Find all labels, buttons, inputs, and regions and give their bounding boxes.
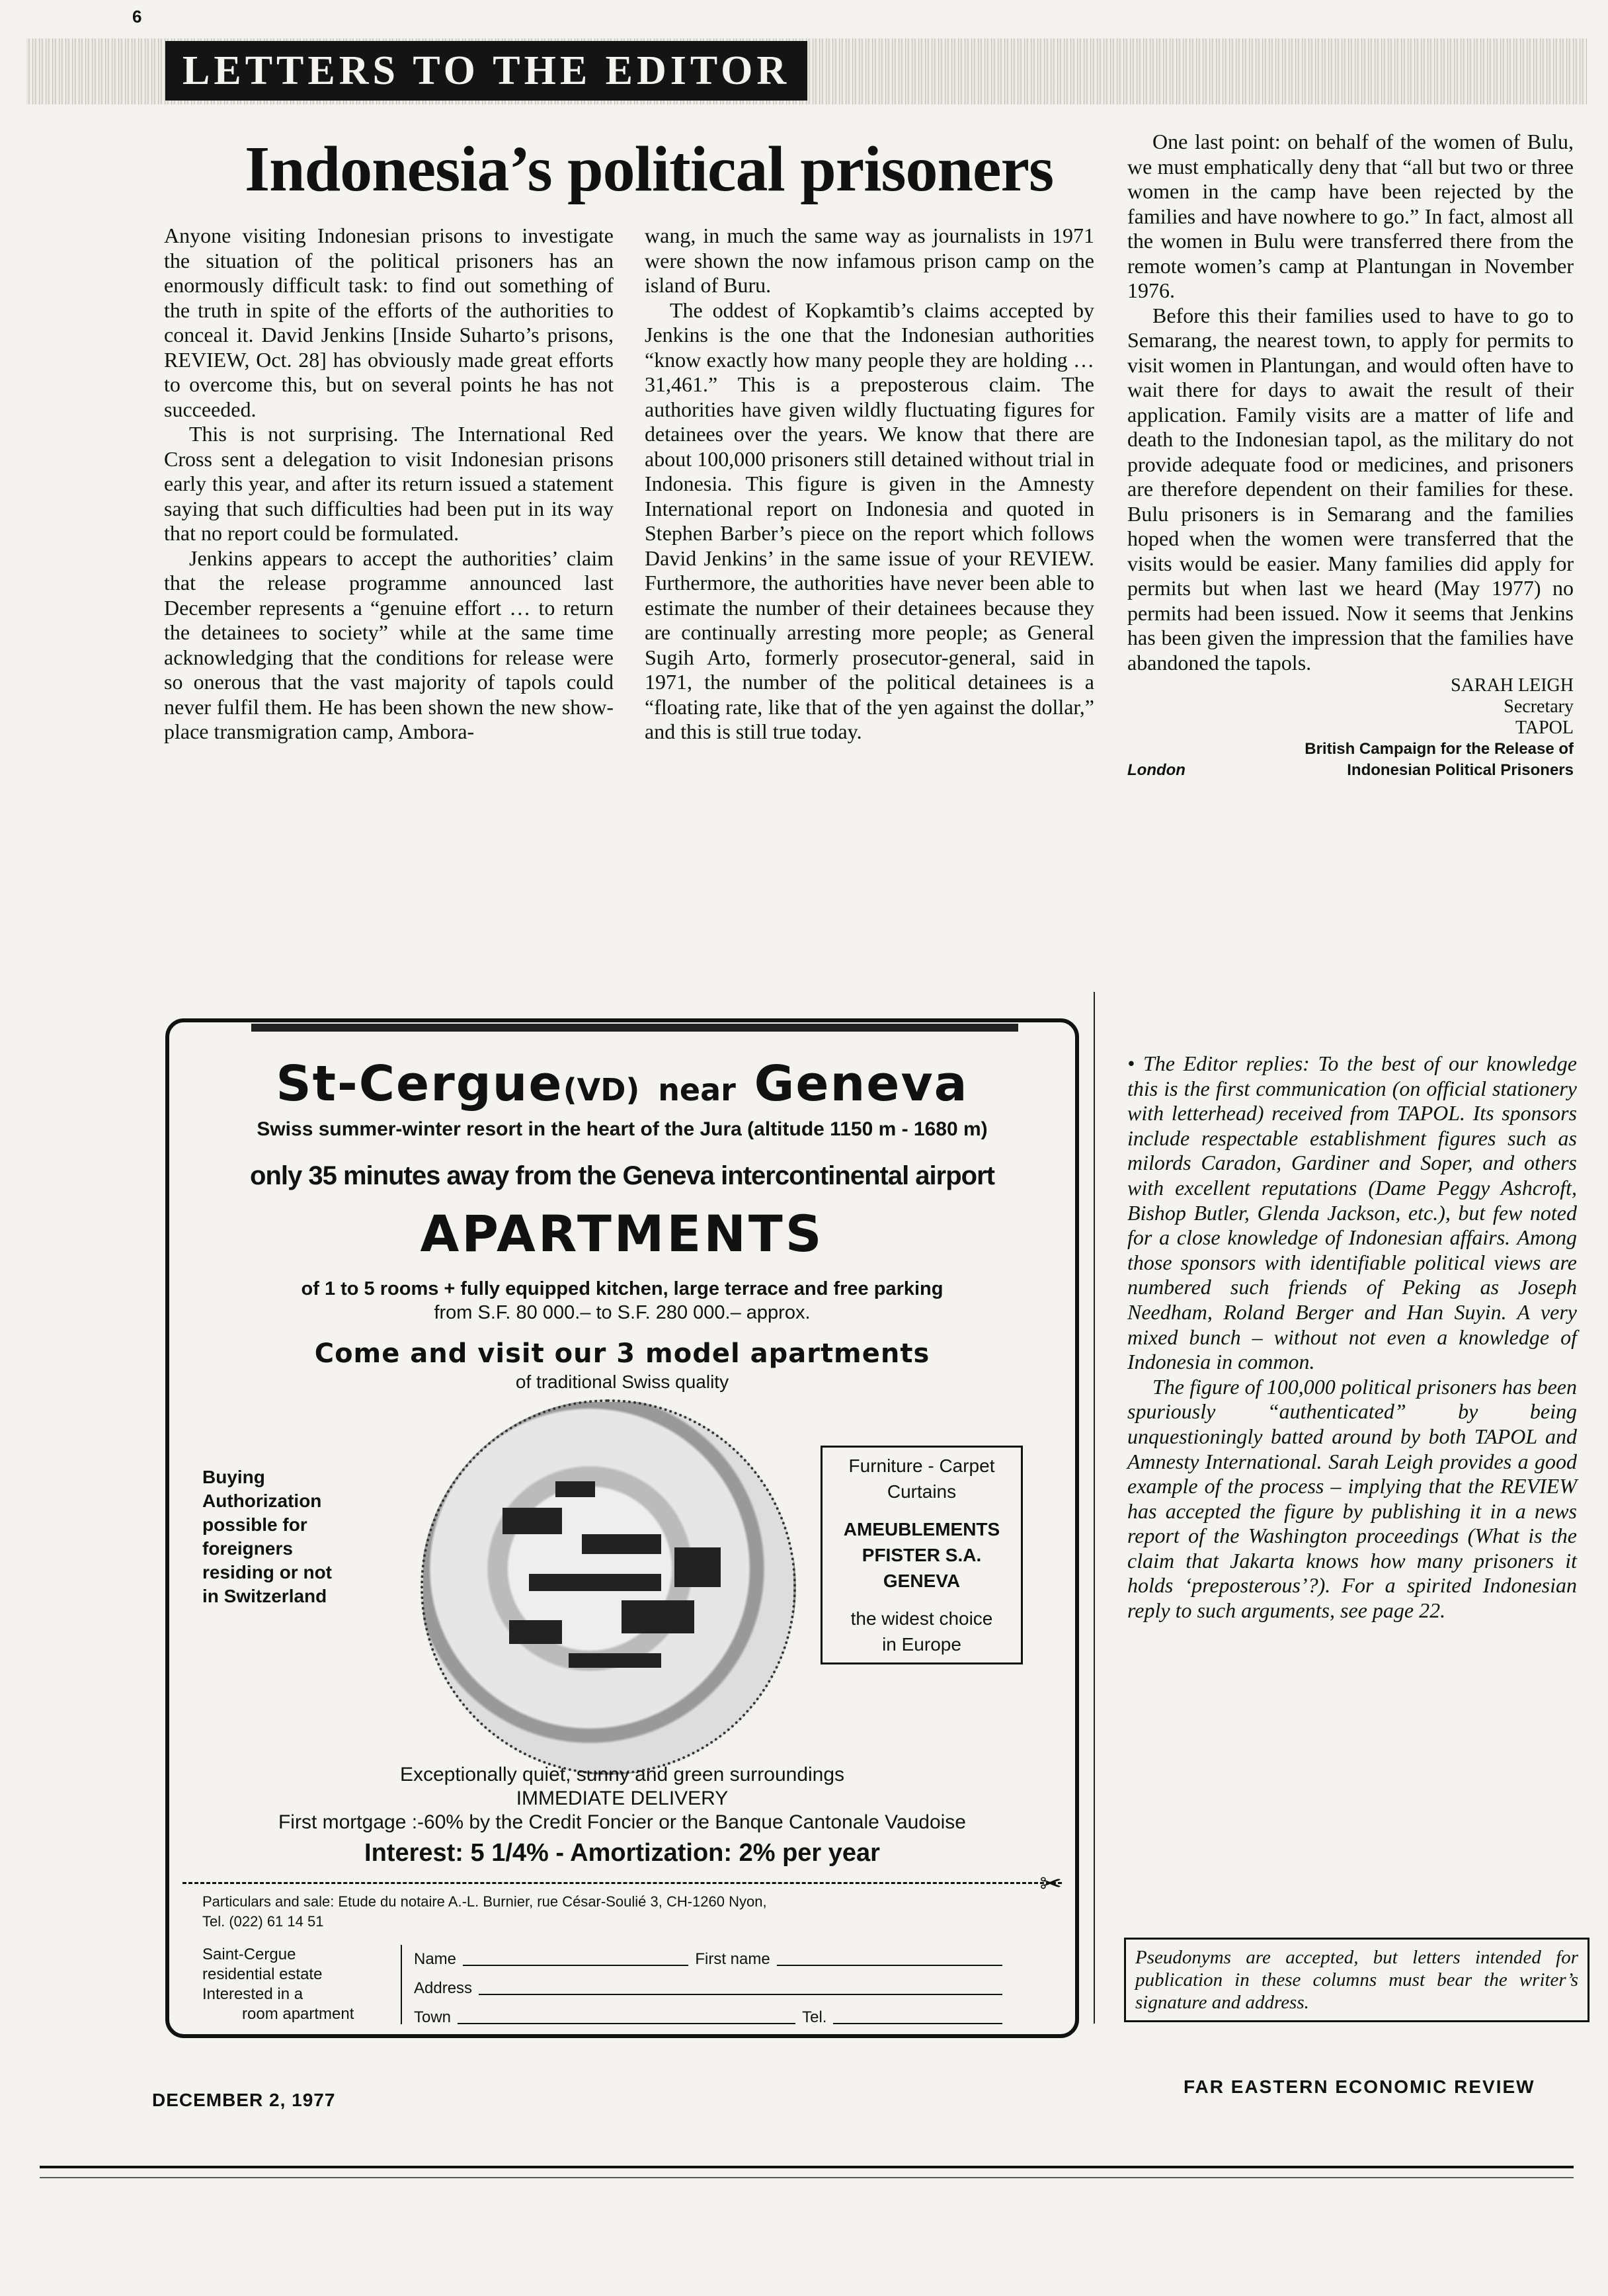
- name-field[interactable]: [463, 1945, 688, 1966]
- ad-buying-authorization: Buying Authorization possible for foreigners residing or not in Switzerland: [202, 1467, 332, 1606]
- footer-rule-thin: [40, 2177, 1574, 2178]
- ad-quality: of traditional Swiss quality: [515, 1372, 729, 1392]
- first-name-field-label: First name: [695, 1950, 770, 1968]
- town-field-label: Town: [414, 2008, 452, 2026]
- address-field-label: Address: [414, 1979, 473, 1997]
- ad-details: Exceptionally quiet, sunny and green surroundings IMMEDIATE DELIVERY First mortgage :-60% by the Credit Foncier or the Banque Cantonale Vaudoise: [278, 1764, 966, 1833]
- paragraph: wang, in much the same way as journalists in 1971 were shown the now infamous prison camp on the island of Buru.: [645, 224, 1094, 297]
- scissors-icon: ✂: [1039, 1869, 1062, 1899]
- paragraph: Before this their families used to have to go to Semarang, the nearest town, to apply for permits to visit women in Plantungan, and would often have to wait there for days to await the result of their application. Family visits are a matter of life and death to the Indonesian tapol, as the military do not provide adequate food or medicines, and prisoners are therefore dependent on their families for these. Bulu prisoners is in Semarang and the families hoped when the women were transferred that the visits would be easier. Many families did apply for permits but when last we heard (May 1977) no permits had been issued. Now it seems that Jenkins has been given the impression that the families have abandoned the tapols.: [1127, 303, 1574, 675]
- first-name-field[interactable]: [777, 1945, 1002, 1966]
- column-divider: [1094, 992, 1095, 2024]
- paragraph: The oddest of Kopkamtib’s claims accepted by Jenkins is the one that the Indonesian authorities “know exactly how many people they are holding … 31,461.” This is a preposterous claim. The authorities have given wildly fluctuating figures for detainees over the years. We know that there are about 100,000 prisoners still detained without trial in Indonesia. This figure is given in the Amnesty International report on Indonesia and quoted in Stephen Barber’s piece on the report which follows David Jenkins’ in the same issue of your REVIEW. Furthermore, the authorities have never been able to estimate the number of their detainees because they are continually arresting more people; as General Sugih Arto, formerly prosecutor-general, said in 1971, the number of the political detainees is a “floating rate, like that of the yen against the dollar,” and this is still true today.: [645, 298, 1094, 743]
- footer-date: DECEMBER 2, 1977: [152, 2090, 336, 2110]
- coupon-label: Saint-Cergue residential estate Interested in a room apartment: [202, 1946, 354, 2023]
- name-field-label: Name: [414, 1950, 457, 1968]
- advertisement: [165, 1018, 1079, 2038]
- paragraph: The figure of 100,000 political prisoners has been spuriously “authenticated” by being unquestioningly batted around by both TAPOL and Amnesty International. Sarah Leigh provides a good example of the process – implying that the REVIEW has accepted the figure by publishing it in a news report of the Washington proceedings (What is the claim that Jakarta knows how many prisoners it holds ‘preposterous’?). For a spirited Indonesian reply to such arguments, see page 22.: [1127, 1374, 1577, 1623]
- ad-rooms: of 1 to 5 rooms + fully equipped kitchen, large terrace and free parking from S.F. 80 000.– to S.F. 280 000.– approx.: [301, 1278, 944, 1323]
- ad-visit: Come and visit our 3 model apartments: [314, 1338, 930, 1369]
- editor-reply: [1127, 1051, 1577, 1623]
- signature-name: SARAH LEIGH: [1451, 675, 1574, 696]
- ad-distance: only 35 minutes away from the Geneva intercontinental airport: [250, 1161, 994, 1190]
- paragraph: Anyone visiting Indonesian prisons to investigate the situation of the political prisoners has an enormously difficult task: to find out something of the truth in spite of the efforts of the authorities to conceal it. David Jenkins [Inside Suharto’s prisons, REVIEW, Oct. 28] has obviously made great efforts to overcome this, but on several points he has not succeeded.: [164, 224, 614, 421]
- footer-rule: [40, 2166, 1574, 2168]
- page-number: 6: [132, 7, 142, 26]
- signature: [1127, 675, 1574, 781]
- town-field[interactable]: [458, 2003, 795, 2024]
- pseudonym-note: Pseudonyms are accepted, but letters intended for publication in these columns must bear the writer’s signature and address.: [1124, 1938, 1589, 2022]
- ad-particulars: Particulars and sale: Etude du notaire A.-L. Burnier, rue César-Soulié 3, CH-1260 Nyon, Tel. (022) 61 14 51: [202, 1893, 767, 1930]
- coupon-divider: [401, 1945, 402, 2024]
- signature-org-line2: Indonesian Political Prisoners: [1347, 761, 1574, 779]
- address-field[interactable]: [479, 1974, 1002, 1995]
- section-header: LETTERS TO THE EDITOR: [165, 41, 807, 101]
- paragraph: Jenkins appears to accept the authorities’ claim that the release programme announced last December represents a “genuine effort … to return the detainees to society” while at the same time acknowledging that the conditions for release were so onerous that the vast majority of tapols could never fulfil them. He has been shown the new show-place transmigration camp, Ambora-: [164, 546, 614, 743]
- headline: Indonesia’s political prisoners: [245, 134, 1054, 205]
- ad-interest: Interest: 5 1/4% - Amortization: 2% per year: [364, 1839, 880, 1867]
- ad-subtitle: Swiss summer-winter resort in the heart of the Jura (altitude 1150 m - 1680 m): [257, 1118, 988, 1140]
- letter-column-3: [1127, 130, 1574, 781]
- signature-title: Secretary: [1504, 696, 1574, 717]
- footer-magazine: FAR EASTERN ECONOMIC REVIEW: [1184, 2076, 1535, 2097]
- letter-column-1: [164, 224, 614, 745]
- ad-furniture-box: Furniture - Carpet Curtains AMEUBLEMENTS PFISTER S.A. GENEVA the widest choice in Europe: [821, 1446, 1023, 1664]
- signature-org-line1: British Campaign for the Release of: [1305, 740, 1574, 758]
- coupon-form: [414, 1945, 1009, 2032]
- ad-title: St-Cergue(VD) near Geneva: [276, 1055, 969, 1112]
- tel-field[interactable]: [833, 2003, 1002, 2024]
- letter-column-2: [645, 224, 1094, 745]
- tel-field-label: Tel.: [802, 2008, 827, 2026]
- paragraph: This is not surprising. The International Red Cross sent a delegation to visit Indonesian prisons early this year, and after its return issued a statement saying that such difficulties had been put in its way that no report could be formulated.: [164, 422, 614, 545]
- signature-org-short: TAPOL: [1515, 718, 1574, 738]
- coupon-cut-line: [182, 1882, 1062, 1884]
- paragraph: • The Editor replies: To the best of our knowledge this is the first communication (on official stationery with letterhead) received from TAPOL. Its sponsors include respectable establishment figures such as milords Caradon, Gardiner and Soper, and others with excellent reputations (Dame Peggy Ashcroft, Bishop Butler, Glenda Jackson, etc.), but few noted for a close knowledge of Indonesian affairs. Among those sponsors with identifiable political views are numbered such friends of Peking as Joseph Needham, Roland Berger and Han Suyin. A very mixed bunch – without not even a knowledge of Indonesia in common.: [1127, 1051, 1577, 1374]
- resort-photo: [421, 1399, 796, 1775]
- ad-apartments: APARTMENTS: [420, 1204, 824, 1263]
- paragraph: One last point: on behalf of the women of Bulu, we must emphatically deny that “all but two or three women in the camp have been rejected by the families and have nowhere to go.” In fact, almost all the women in Bulu were transferred there from the remote women’s camp at Plantungan in November 1976.: [1127, 130, 1574, 302]
- signature-city: London: [1127, 761, 1186, 779]
